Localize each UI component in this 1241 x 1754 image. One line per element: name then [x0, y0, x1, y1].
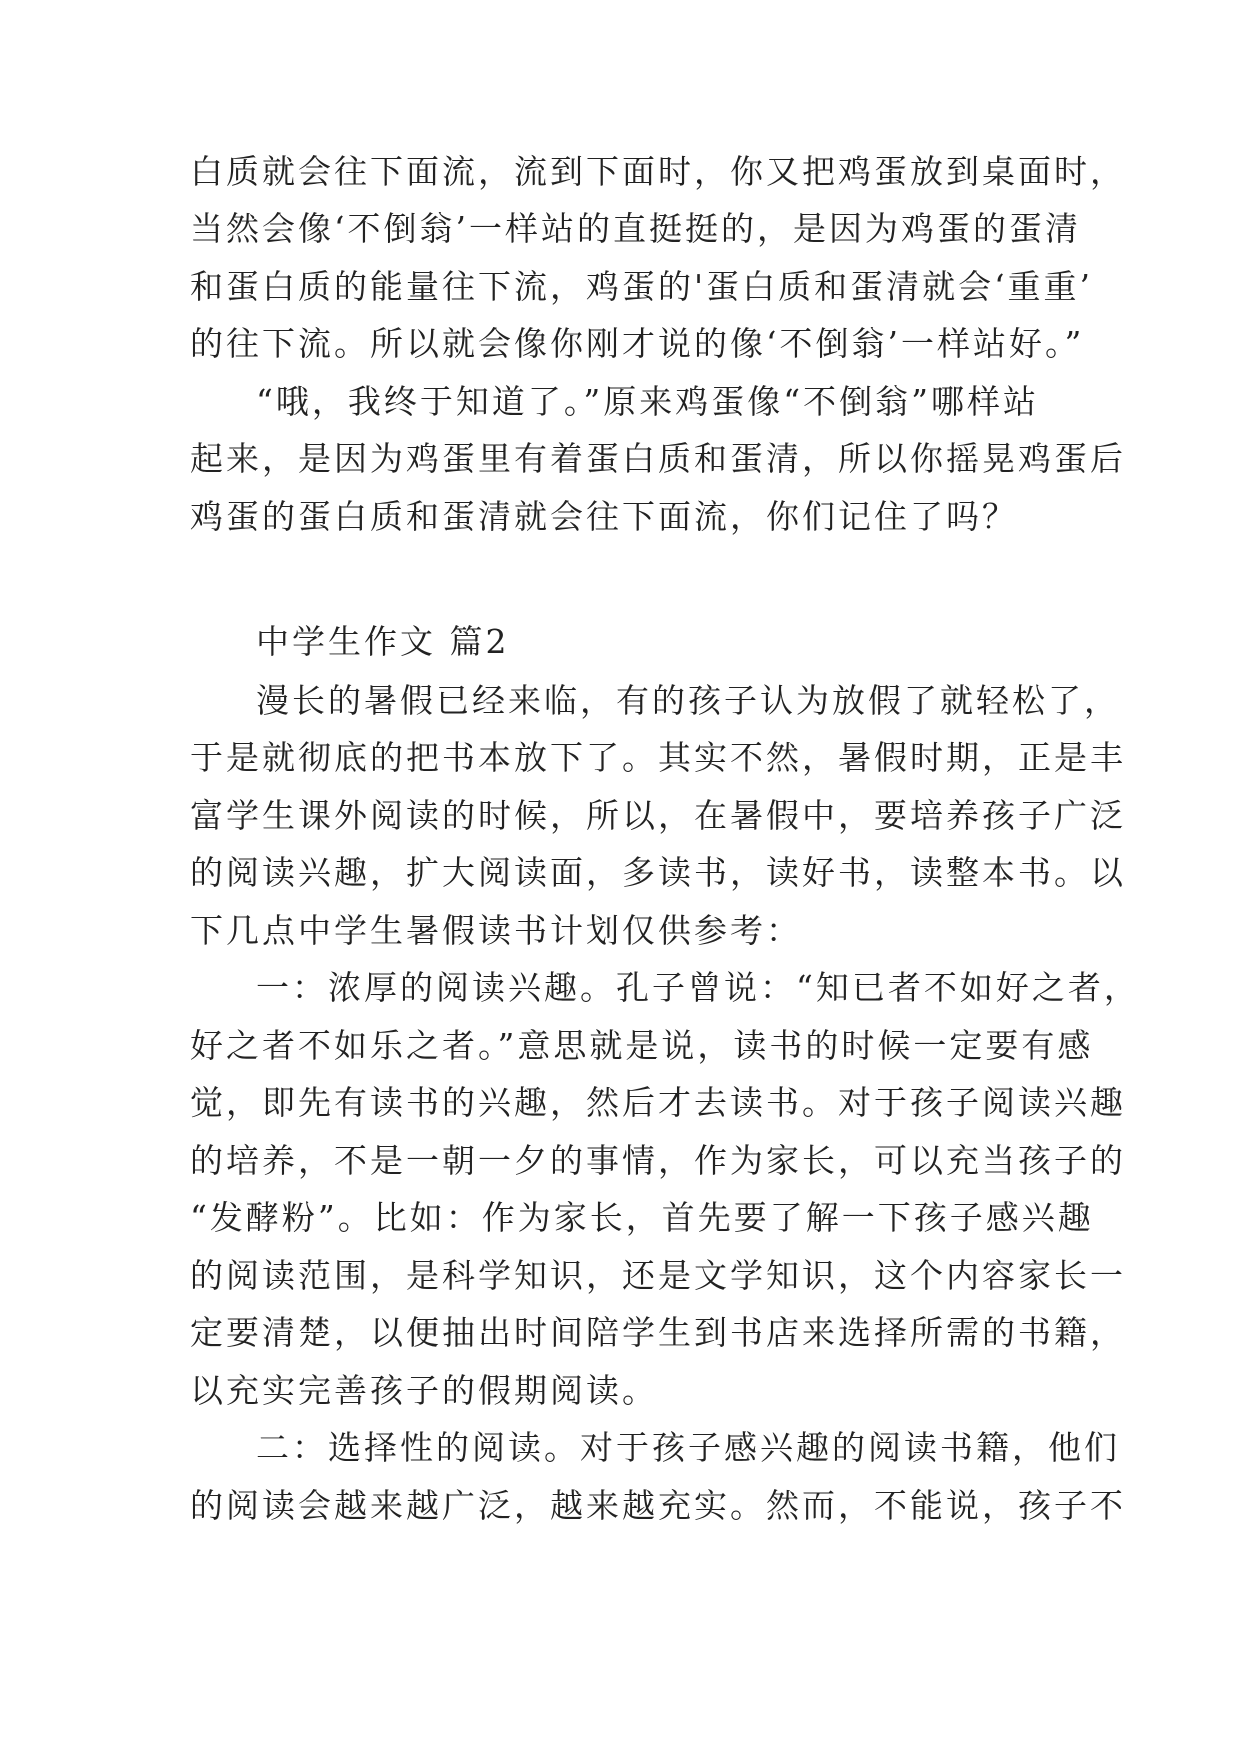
text-line: 下几点中学生暑假读书计划仅供参考：	[190, 911, 802, 950]
text-line: 的阅读会越来越广泛，越来越充实。然而，不能说，孩子不	[190, 1486, 1126, 1525]
text-line: “发酵粉”。比如：作为家长，首先要了解一下孩子感兴趣	[190, 1198, 1094, 1237]
text-line: 富学生课外阅读的时候，所以，在暑假中，要培养孩子广泛	[190, 796, 1126, 835]
text-line: 和蛋白质的能量往下流，鸡蛋的'蛋白质和蛋清就会‘重重’	[190, 267, 1094, 306]
text-line: 鸡蛋的蛋白质和蛋清就会往下面流，你们记住了吗？	[190, 497, 1018, 536]
text-line: 好之者不如乐之者。”意思就是说，读书的时候一定要有感	[190, 1026, 1094, 1065]
section-heading: 中学生作文 篇2	[256, 622, 510, 661]
text-line: 的阅读兴趣，扩大阅读面，多读书，读好书，读整本书。以	[190, 853, 1126, 892]
text-line: 觉，即先有读书的兴趣，然后才去读书。对于孩子阅读兴趣	[190, 1083, 1126, 1122]
paragraph-first-line: “哦，我终于知道了。”原来鸡蛋像“不倒翁”哪样站	[256, 382, 1039, 421]
paragraph-first-line: 二：选择性的阅读。对于孩子感兴趣的阅读书籍，他们	[256, 1428, 1120, 1467]
text-line: 白质就会往下面流，流到下面时，你又把鸡蛋放到桌面时，	[190, 152, 1126, 191]
text-line: 起来，是因为鸡蛋里有着蛋白质和蛋清，所以你摇晃鸡蛋后	[190, 439, 1126, 478]
paragraph-first-line: 漫长的暑假已经来临，有的孩子认为放假了就轻松了，	[256, 681, 1120, 720]
text-line: 的往下流。所以就会像你刚才说的像‘不倒翁’一样站好。”	[190, 324, 1085, 363]
text-line: 的培养，不是一朝一夕的事情，作为家长，可以充当孩子的	[190, 1141, 1126, 1180]
paragraph-first-line: 一：浓厚的阅读兴趣。孔子曾说：“知已者不如好之者，	[256, 968, 1140, 1007]
text-line: 定要清楚，以便抽出时间陪学生到书店来选择所需的书籍，	[190, 1313, 1126, 1352]
text-line: 当然会像‘不倒翁’一样站的直挺挺的，是因为鸡蛋的蛋清	[190, 209, 1081, 248]
text-line: 的阅读范围，是科学知识，还是文学知识，这个内容家长一	[190, 1256, 1126, 1295]
text-line: 以充实完善孩子的假期阅读。	[190, 1371, 658, 1410]
text-line: 于是就彻底的把书本放下了。其实不然，暑假时期，正是丰	[190, 738, 1126, 777]
